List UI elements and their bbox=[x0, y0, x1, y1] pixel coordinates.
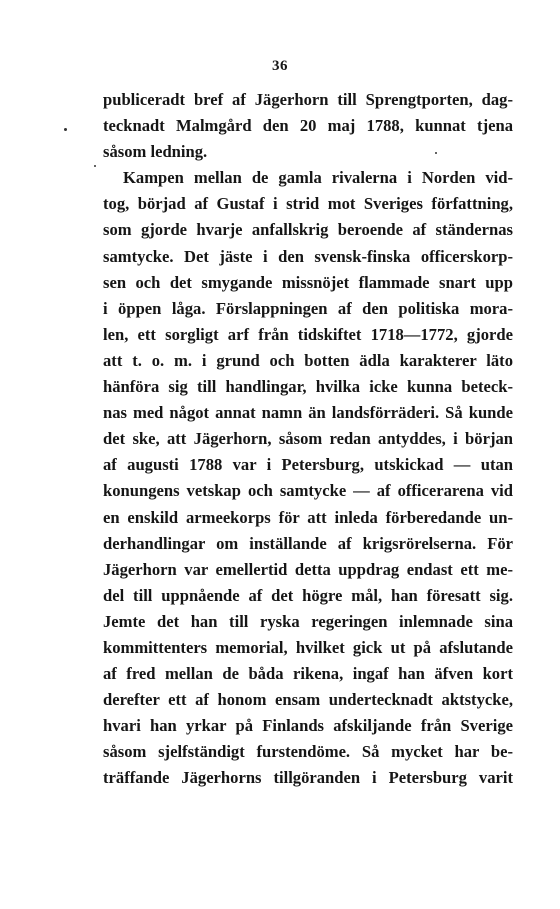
text-line: publiceradt bref af Jägerhorn till Sprengtporten, dag- bbox=[103, 90, 513, 109]
text-line: såsom ledning. bbox=[103, 142, 208, 162]
text-line: konungens vetskap och samtycke — af officerarena vid bbox=[103, 481, 513, 501]
text-line: tog, börjad af Gustaf i strid mot Sveriges författning, bbox=[103, 194, 513, 214]
text-line: af fred mellan de båda rikena, ingaf han äfven kort bbox=[103, 664, 513, 684]
text-line: sen och det smygande missnöjet flammade snart upp bbox=[103, 272, 513, 292]
text-line: som gjorde hvarje anfallskrig beroende af ständernas bbox=[103, 220, 513, 240]
text-line: del till uppnående af det högre mål, han föresatt sig. bbox=[103, 585, 513, 605]
text-line: samtycke. Det jäste i den svensk-finska officerskorp- bbox=[103, 246, 513, 266]
page-number: 36 bbox=[272, 58, 288, 74]
text-line: i öppen låga. Förslappningen af den politiska mora- bbox=[103, 298, 513, 318]
ink-speck bbox=[64, 128, 67, 131]
text-line: hänföra sig till handlingar, hvilka icke kunna beteck- bbox=[103, 377, 513, 397]
paragraph-2 bbox=[103, 165, 513, 791]
text-line: len, ett sorgligt arf från tidskiftet 1718—1772, gjorde bbox=[103, 324, 513, 344]
ink-speck bbox=[435, 152, 437, 154]
text-line: Jägerhorn var emellertid detta uppdrag endast ett me- bbox=[103, 559, 513, 579]
text-line: en enskild armeekorps för att inleda förberedande un- bbox=[103, 507, 513, 527]
text-line: Jemte det han till ryska regeringen inlemnade sina bbox=[103, 611, 513, 631]
text-line: Kampen mellan de gamla rivalerna i Norden vid- bbox=[123, 168, 513, 188]
text-line: kommittenters memorial, hvilket gick ut på afslutande bbox=[103, 637, 513, 657]
text-line: derhandlingar om inställande af krigsrörelserna. För bbox=[103, 533, 513, 553]
text-line: det ske, att Jägerhorn, såsom redan antyddes, i början bbox=[103, 429, 513, 449]
text-line: att t. o. m. i grund och botten ädla karakterer läto bbox=[103, 350, 513, 370]
ink-speck bbox=[94, 165, 96, 167]
text-line: nas med något annat namn än landsförräderi. Så kunde bbox=[103, 403, 513, 423]
text-line: träffande Jägerhorns tillgöranden i Petersburg varit bbox=[103, 768, 513, 788]
paragraph-1 bbox=[103, 87, 513, 165]
text-line: hvari han yrkar på Finlands afskiljande från Sverige bbox=[103, 716, 513, 736]
text-line: derefter ett af honom ensam undertecknadt aktstycke, bbox=[103, 690, 513, 710]
text-line: tecknadt Malmgård den 20 maj 1788, kunnat tjena bbox=[103, 116, 513, 136]
text-line: af augusti 1788 var i Petersburg, utskickad — utan bbox=[103, 455, 513, 475]
text-line: såsom sjelfständigt furstendöme. Så mycket har be- bbox=[103, 742, 513, 762]
body-text bbox=[103, 87, 513, 792]
